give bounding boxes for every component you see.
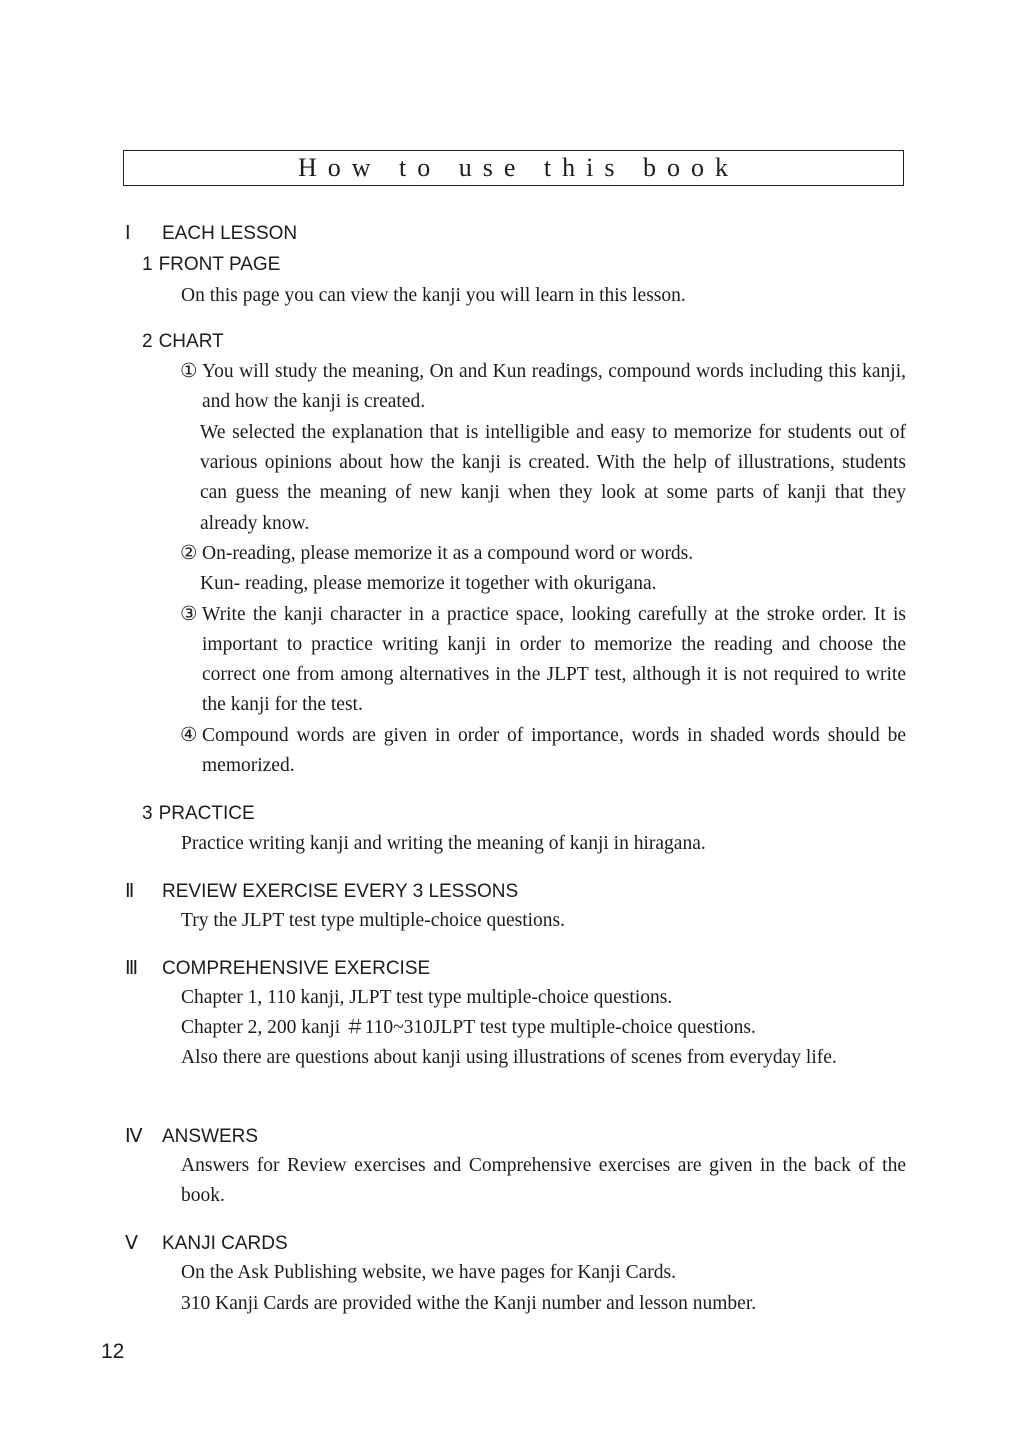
section-5-line-2: 310 Kanji Cards are provided withe the Kanji number and lesson number.: [181, 1293, 757, 1314]
section-3-line-3: Also there are questions about kanji using illustrations of scenes from everyday life.: [181, 1047, 837, 1068]
section-4-title: ANSWERS: [162, 1126, 259, 1147]
chart-item-4: [180, 721, 906, 781]
section-2-title: REVIEW EXERCISE EVERY 3 LESSONS: [162, 881, 519, 902]
section-3-title: COMPREHENSIVE EXERCISE: [162, 958, 431, 979]
section-4-heading: [125, 1125, 258, 1148]
section-1-title: EACH LESSON: [162, 223, 298, 244]
subsection-front-page-heading: [142, 254, 280, 276]
section-3-line-1: Chapter 1, 110 kanji, JLPT test type multiple-choice questions.: [181, 987, 673, 1008]
subsection-number: 1: [142, 254, 153, 275]
page-number: 12: [101, 1340, 125, 1363]
section-5-heading: [125, 1232, 288, 1255]
section-4-text: Answers for Review exercises and Comprehensive exercises are given in the back of the book.: [181, 1155, 906, 1206]
subsection-title: CHART: [158, 331, 224, 352]
practice-text: Practice writing kanji and writing the meaning of kanji in hiragana.: [181, 833, 706, 854]
subsection-number: 3: [142, 803, 153, 824]
subsection-number: 2: [142, 331, 153, 352]
title-box: [123, 150, 904, 186]
subsection-title: PRACTICE: [158, 803, 255, 824]
section-3-heading: [125, 957, 430, 980]
section-3-numeral: Ⅲ: [125, 958, 139, 979]
circled-number-3: ③: [180, 604, 198, 625]
section-2-heading: [125, 880, 518, 903]
chart-item-1: [180, 357, 906, 417]
section-3-line-2: Chapter 2, 200 kanji ＃110~310JLPT test type multiple-choice questions.: [181, 1017, 756, 1038]
section-1-heading: [125, 222, 297, 245]
section-5-numeral: Ⅴ: [125, 1233, 138, 1254]
section-5-title: KANJI CARDS: [162, 1233, 288, 1254]
front-page-text: On this page you can view the kanji you will learn in this lesson.: [181, 285, 686, 306]
section-4-numeral: Ⅳ: [125, 1126, 143, 1147]
section-1-numeral: Ⅰ: [125, 223, 131, 244]
page-title: How to use this book: [298, 153, 739, 182]
chart-item-1-text: You will study the meaning, On and Kun readings, compound words including this kanji, and how the kanji is created.: [202, 361, 906, 412]
section-2-numeral: Ⅱ: [125, 881, 135, 902]
section-2-text: Try the JLPT test type multiple-choice questions.: [181, 910, 566, 931]
chart-item-2-text: On-reading, please memorize it as a compound word or words.: [202, 543, 694, 564]
circled-number-2: ②: [180, 543, 198, 564]
subsection-practice-heading: [142, 803, 255, 825]
chart-item-1-explanation: We selected the explanation that is intelligible and easy to memorize for students out of various opinions about how the kanji is created. With the help of illustrations, students can guess the meaning of new kanji when they look at some parts of kanji that they already know.: [200, 422, 906, 534]
chart-item-2-extra: Kun- reading, please memorize it together with okurigana.: [200, 573, 657, 594]
chart-item-2: [180, 539, 906, 569]
circled-number-1: ①: [180, 361, 198, 382]
section-5-line-1: On the Ask Publishing website, we have pages for Kanji Cards.: [181, 1262, 677, 1283]
subsection-title: FRONT PAGE: [158, 254, 281, 275]
chart-item-3: [180, 600, 906, 720]
chart-item-4-text: Compound words are given in order of importance, words in shaded words should be memorized.: [202, 725, 906, 776]
circled-number-4: ④: [180, 725, 198, 746]
subsection-chart-heading: [142, 331, 224, 353]
chart-item-3-text: Write the kanji character in a practice space, looking carefully at the stroke order. It is important to practice writing kanji in order to memorize the reading and choose the correct one from among alternatives in the JLPT test, although it is not required to write the kanji for the test.: [202, 604, 906, 715]
